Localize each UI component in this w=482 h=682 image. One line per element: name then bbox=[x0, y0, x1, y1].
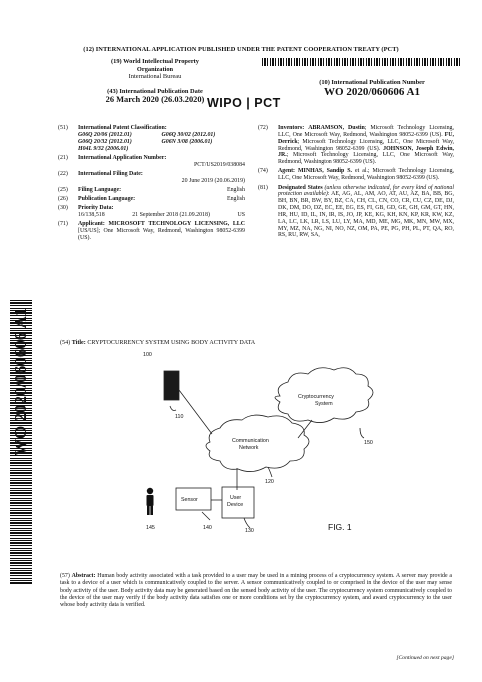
publication-language-label: Publication Language: bbox=[78, 196, 136, 203]
inventor-name: ABRAMSON, Dustin bbox=[308, 125, 365, 131]
priority-number: 16/138,518 bbox=[78, 212, 105, 219]
ref-150: 150 bbox=[364, 440, 373, 446]
filing-date: 20 June 2019 (20.06.2019) bbox=[181, 177, 245, 184]
class-code: G06Q 30/02 (2012.01) bbox=[161, 131, 216, 138]
applicant-name: MICROSOFT TECHNOLOGY LICENSING, LLC bbox=[108, 221, 245, 228]
top-barcode bbox=[262, 58, 462, 66]
inventor-address: ; Microsoft Technology Licensing, LLC, One Microsoft Way, Redmond, Washington 98052-6399 (US). bbox=[278, 152, 454, 166]
wipo-logo-text: WIPO | PCT bbox=[207, 96, 281, 110]
designated-list: : AE, AG, AL, AM, AO, AT, AU, AZ, BA, BB, BG, BH, BN, BR, BW, BY, BZ, CA, CH, CL, CN, CO, CR, CU, CZ, DE, DJ, DK, DM, DO, DZ, EC, EE, EG, ES, FI, GB, GD, GE, GH, GM, GT, HN, HR, HU, ID, IL, IN, IR, IS, JO, JP, KE, KG, KH, KN, KP, KR, KW, KZ, LA, LC, LK, LR, LS, LU, LY, MA, MD, ME, MG, MK, MN, MW, MX, MY, MZ, NA, NG, NI, NO, NZ, OM, PA, PE, PG, PH, PL, PT, QA, RO, RS, RU, RW, SA, bbox=[278, 191, 454, 239]
field-num: (22) bbox=[58, 170, 68, 177]
leader bbox=[244, 518, 250, 528]
agent-section bbox=[258, 168, 454, 182]
designated-states-section bbox=[258, 185, 454, 240]
ref-145: 145 bbox=[146, 525, 155, 531]
abstract-text: Human body activity associated with a task provided to a user may be used in a mining process of a cryptocurrency system. A server may provide a task to a device of a user which is communicatively coupled to the server. A sensor communicatively coupled to or comprised in the device of the user may sense body activity of the user. Body activity data may be generated based on the sensed body activity of the user. The cryptocurrency system communicatively coupled to the device of the user may verify if the body activity data satisfies one or more conditions set by the cryptocurrency system, and award cryptocurrency to the user whose body activity data is verified. bbox=[60, 573, 452, 609]
class-code: G06Q 20/32 (2012.01) bbox=[78, 138, 132, 145]
field-num: (21) bbox=[58, 154, 68, 161]
publication-language-section bbox=[58, 196, 245, 203]
class-code: G06N 3/08 (2006.01) bbox=[161, 138, 213, 145]
filing-date-section bbox=[58, 171, 245, 185]
designated-note: (unless otherwise indicated, for every kind of national protection available) bbox=[278, 184, 454, 198]
class-code: H04L 9/32 (2006.01) bbox=[78, 145, 129, 152]
field-num: (71) bbox=[58, 221, 68, 228]
class-code: G06Q 20/06 (2012.01) bbox=[78, 131, 132, 138]
designated-label: Designated States bbox=[278, 184, 323, 191]
sensor-label: Sensor bbox=[181, 497, 198, 503]
wipo-logo bbox=[205, 92, 285, 117]
application-number-section bbox=[58, 155, 245, 169]
filing-language-section bbox=[58, 187, 245, 194]
title-label: Title: bbox=[71, 340, 86, 346]
filing-language-label: Filing Language: bbox=[78, 186, 122, 193]
fig-label: FIG. 1 bbox=[328, 522, 352, 532]
left-column bbox=[58, 125, 245, 244]
treaty-line: (12) INTERNATIONAL APPLICATION PUBLISHED UNDER THE PATENT COOPERATION TREATY (PCT) bbox=[83, 46, 399, 53]
field-num: (25) bbox=[58, 186, 68, 193]
pub-date-label: (43) International Publication Date bbox=[107, 88, 203, 95]
inventor-name: FU, Derrick bbox=[278, 131, 454, 145]
abstract bbox=[60, 573, 452, 610]
pub-date: 26 March 2020 (26.03.2020) bbox=[105, 94, 205, 104]
ref-130: 130 bbox=[245, 528, 254, 534]
ref-120: 120 bbox=[265, 479, 274, 485]
abstract-label: Abstract: bbox=[71, 573, 96, 579]
ref-100: 100 bbox=[143, 352, 152, 358]
agent-address: et al.; Microsoft Technology Licensing, LLC, One Microsoft Way, Redmond, Washington 98052-6399 (US). bbox=[278, 168, 454, 182]
leader bbox=[360, 428, 364, 438]
pub-number-block bbox=[282, 79, 462, 96]
field-num: (51) bbox=[58, 125, 68, 131]
leader bbox=[202, 512, 210, 520]
ref-140: 140 bbox=[203, 525, 212, 531]
field-num: (81) bbox=[258, 184, 268, 191]
classification-label: International Patent Classification: bbox=[78, 125, 167, 131]
applicant-section bbox=[58, 221, 245, 242]
crypto-label-1: Cryptocurrency bbox=[298, 394, 334, 400]
person-icon bbox=[147, 488, 154, 515]
pub-number-label: (10) International Publication Number bbox=[319, 79, 425, 86]
org-line-2: Organization bbox=[136, 65, 174, 73]
agent-name: MINHAS, Sandip S. bbox=[297, 168, 353, 175]
server-icon bbox=[164, 371, 179, 400]
wipo-org-block bbox=[70, 58, 240, 81]
inventor-name: JOHNSON, Joseph Edwin, JR. bbox=[278, 145, 454, 159]
crypto-label-2: System bbox=[315, 401, 333, 407]
abstract-num: (57) bbox=[60, 573, 70, 579]
filing-language: English bbox=[227, 186, 245, 193]
user-device-label-1: User bbox=[230, 495, 242, 501]
leader bbox=[268, 467, 272, 477]
application-number: PCT/US2019/038084 bbox=[193, 161, 245, 168]
field-num: (72) bbox=[258, 125, 268, 131]
org-line-1: (19) World Intellectual Property bbox=[111, 58, 199, 65]
priority-label: Priority Data: bbox=[78, 205, 114, 212]
inventors-label: Inventors: bbox=[278, 125, 305, 131]
inventor-address: ; Microsoft Technology Licensing, LLC, One Microsoft Way, Redmond, Washington 98052-6399 (US). bbox=[278, 138, 454, 152]
title-num: (54) bbox=[60, 340, 71, 346]
priority-country: US bbox=[237, 212, 245, 219]
side-pub-number: WO 2020/060606 A1 bbox=[11, 307, 30, 456]
figure-1 bbox=[60, 348, 452, 568]
ref-110: 110 bbox=[175, 414, 184, 420]
leader bbox=[170, 406, 176, 411]
field-num: (26) bbox=[58, 196, 68, 203]
pub-number: WO 2020/060606 A1 bbox=[324, 85, 420, 98]
user-device-label-2: Device bbox=[227, 502, 244, 508]
priority-section bbox=[58, 205, 245, 219]
field-num: (74) bbox=[258, 168, 268, 175]
agent-label: Agent: bbox=[278, 168, 296, 175]
right-column bbox=[258, 125, 454, 242]
applicant-label: Applicant: bbox=[78, 221, 105, 228]
application-number-label: International Application Number: bbox=[78, 154, 167, 161]
inventor-address: ; Microsoft Technology Licensing, LLC, One Microsoft Way, Redmond, Washington 98052-6399 (US). bbox=[278, 125, 454, 138]
field-num: (30) bbox=[58, 205, 68, 212]
title-text: CRYPTOCURRENCY SYSTEM USING BODY ACTIVITY DATA bbox=[87, 340, 256, 346]
org-line-3: International Bureau bbox=[128, 73, 182, 81]
continued-note: [Continued on next page] bbox=[396, 655, 454, 661]
applicant-address: [US/US]; One Microsoft Way, Redmond, Washington 98052-6399 (US). bbox=[78, 228, 245, 242]
network-label-2: Network bbox=[239, 445, 259, 451]
inventors-section bbox=[258, 125, 454, 166]
priority-date: 21 September 2018 (21.09.2018) bbox=[132, 212, 210, 219]
publication-language: English bbox=[227, 196, 245, 203]
classification-section bbox=[58, 125, 245, 152]
title-line bbox=[60, 340, 255, 346]
server-network-line bbox=[179, 390, 212, 434]
filing-date-label: International Filing Date: bbox=[78, 170, 143, 177]
network-label-1: Communication bbox=[232, 438, 269, 444]
